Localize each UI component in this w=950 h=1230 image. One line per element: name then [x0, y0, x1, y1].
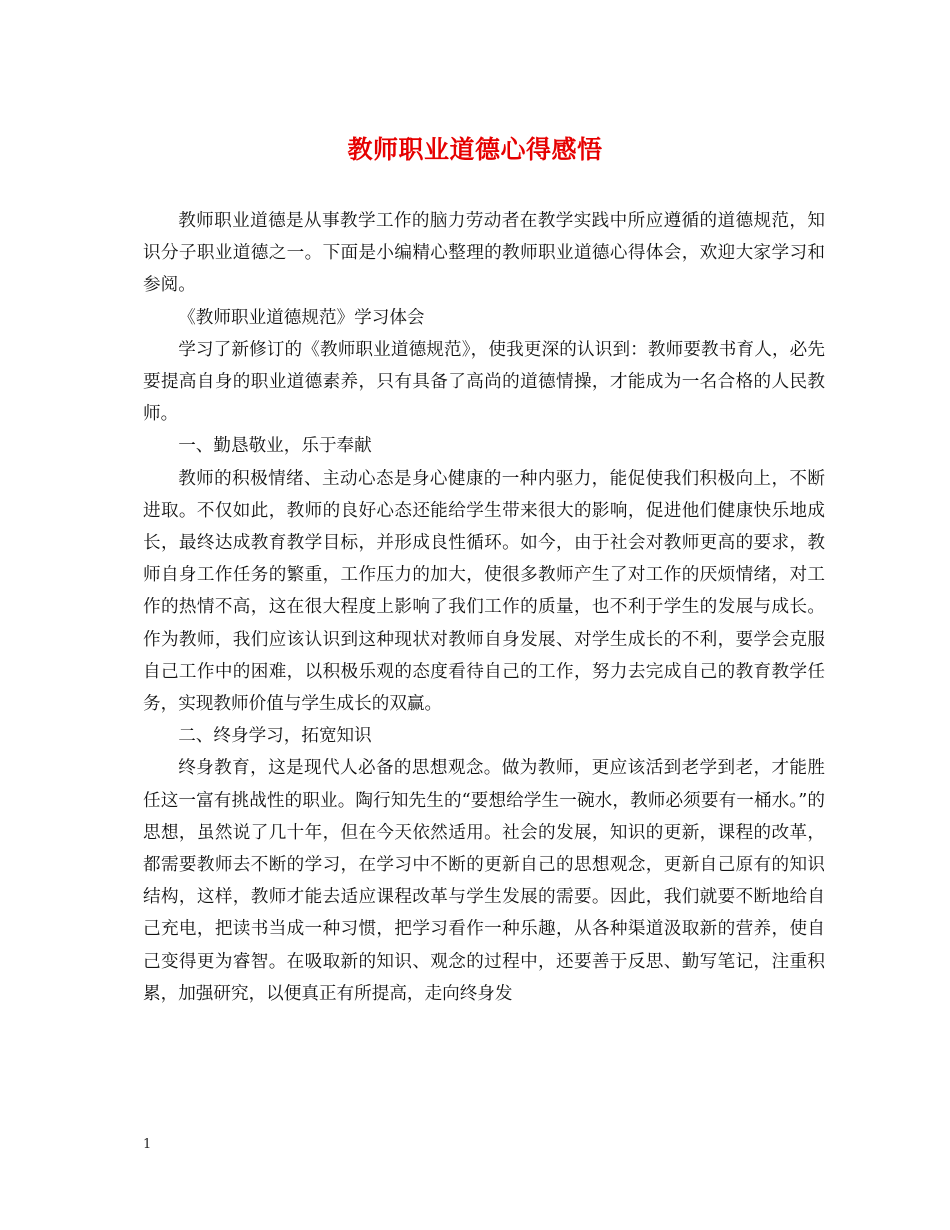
lifelong-learning-paragraph: 终身教育，这是现代人必备的思想观念。做为教师，更应该活到老学到老，才能胜任这一富有挑战性的职业。陶行知先生的“要想给学生一碗水，教师必须要有一桶水。”的思想，虽然说了几十年，但在今天依然适用。社会的发展，知识的更新，课程的改革，都需要教师去不断的学习，在学习中不断的更新自己的思想观念，更新自己原有的知识结构，这样，教师才能去适应课程改革与学生发展的需要。因此，我们就要不断地给自己充电，把读书当成一种习惯，把学习看作一种乐趣，从各种渠道汲取新的营养，使自己变得更为睿智。在吸取新的知识、观念的过程中，还要善于反思、勤写笔记，注重积累，加强研究，以便真正有所提高，走向终身发: [143, 758, 825, 1004]
page-number: 1: [143, 1137, 152, 1152]
section-heading-dedication: 一、勤恳敬业，乐于奉献: [178, 436, 372, 457]
document-body: [143, 205, 825, 1010]
dedication-paragraph: 教师的积极情绪、主动心态是身心健康的一种内驱力，能促使我们积极向上，不断进取。不仅如此，教师的良好心态还能给学生带来很大的影响，促进他们健康快乐地成长，最终达成教育教学目标，并形成良性循环。如今，由于社会对教师更高的要求，教师自身工作任务的繁重，工作压力的加大，使很多教师产生了对工作的厌烦情绪，对工作的热情不高，这在很大程度上影响了我们工作的质量，也不利于学生的发展与成长。作为教师，我们应该认识到这种现状对教师自身发展、对学生成长的不利，要学会克服自己工作中的困难，以积极乐观的态度看待自己的工作，努力去完成自己的教育教学任务，实现教师价值与学生成长的双赢。: [143, 468, 825, 715]
document-title: 教师职业道德心得感悟: [347, 135, 603, 164]
section-heading-study: 《教师职业道德规范》学习体会: [178, 307, 425, 328]
study-paragraph: 学习了新修订的《教师职业道德规范》，使我更深的认识到：教师要教书育人，必先要提高自身的职业道德素养，只有具备了高尚的道德情操，才能成为一名合格的人民教师。: [143, 339, 825, 425]
section-heading-lifelong-learning: 二、终身学习，拓宽知识: [178, 726, 372, 747]
intro-paragraph: 教师职业道德是从事教学工作的脑力劳动者在教学实践中所应遵循的道德规范，知识分子职业道德之一。下面是小编精心整理的教师职业道德心得体会，欢迎大家学习和参阅。: [143, 211, 825, 296]
